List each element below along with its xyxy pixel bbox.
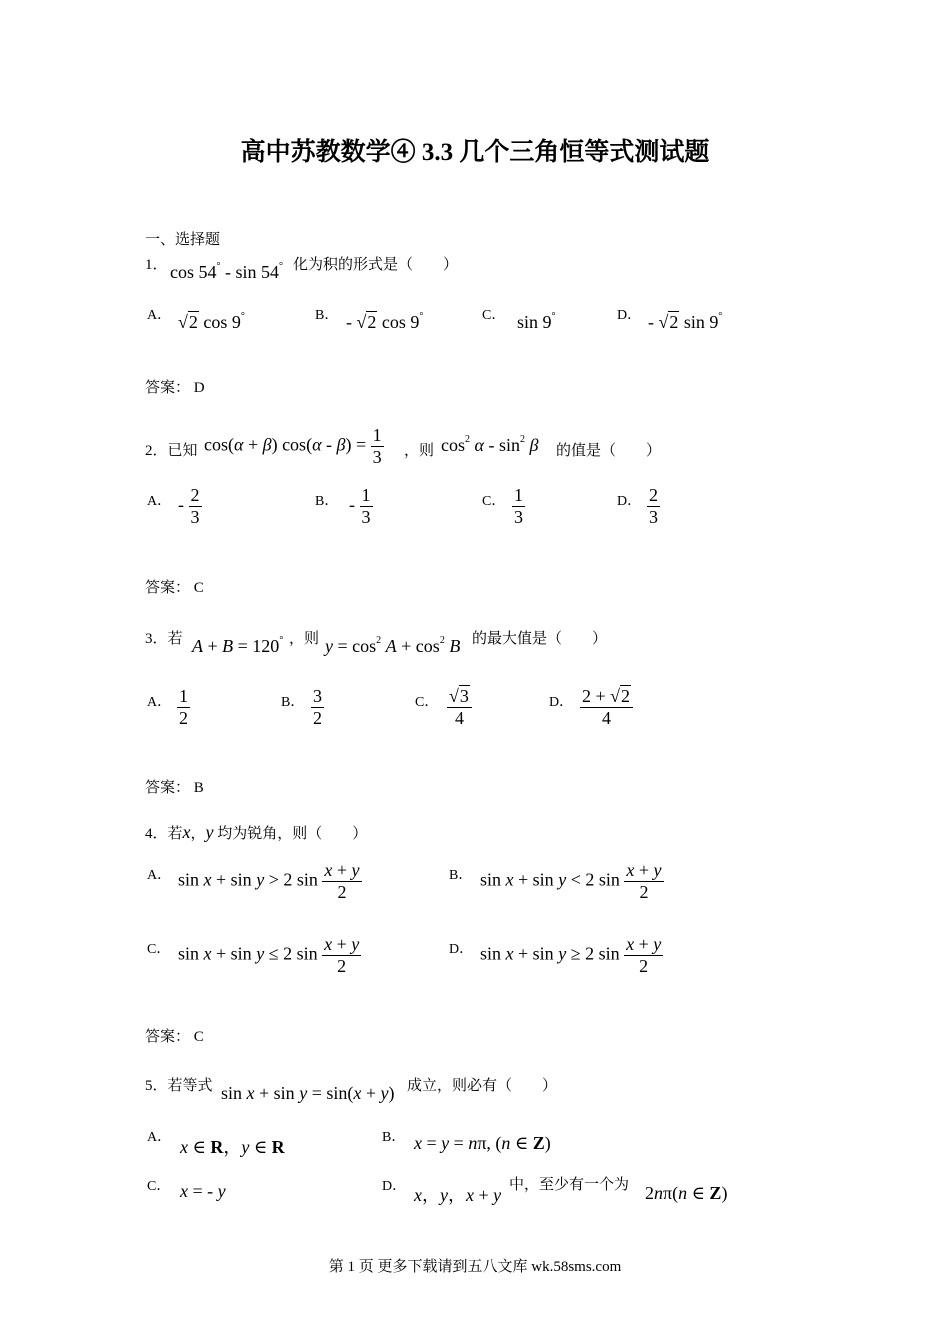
- q4-option-b-label: B．: [449, 868, 473, 883]
- q1-option-c-label: C．: [482, 308, 506, 323]
- q3-option-c-label: C．: [415, 695, 439, 710]
- q1-option-a-label: A．: [147, 308, 172, 323]
- q3-option-a-label: A．: [147, 695, 172, 710]
- q3-expression: A + B = 120°: [192, 635, 284, 656]
- q4-stem: 4．若x，y 均为锐角，则（ ）: [145, 822, 368, 842]
- q3-option-a: $\frac{1}{2}$: [179, 686, 188, 728]
- q2-number: 2．已知: [145, 443, 198, 459]
- q2-answer: 答案： C: [145, 580, 204, 596]
- q5-option-b: x = y = nπ, (n ∈ Z): [414, 1133, 551, 1153]
- q2-option-a: - $\frac{2}{3}$: [178, 485, 200, 527]
- q4-option-c: sin x + sin y ≤ 2 sin $\frac{x + y}{2}$: [178, 934, 360, 976]
- section-heading: 一、选择题: [145, 232, 221, 248]
- q4-option-a: sin x + sin y > 2 sin $\frac{x + y}{2}$: [178, 860, 360, 902]
- q2-option-c-label: C．: [482, 494, 506, 509]
- q2-text: 的值是（ ）: [556, 443, 662, 459]
- q5-option-d-expr: 2nπ(n ∈ Z): [645, 1183, 728, 1203]
- q1-expression: cos 54° - sin 54°: [170, 261, 283, 282]
- q1-option-b: - √2 cos 9°: [346, 311, 424, 332]
- q2-mid-text: ，则: [404, 443, 435, 459]
- q1-option-d: - √2 sin 9°: [648, 311, 723, 332]
- page-title: 高中苏教数学④ 3.3 几个三角恒等式测试题: [240, 139, 710, 166]
- q3-option-c: $\frac{√3}{4}$: [447, 686, 472, 728]
- q3-expression-2: $y = \cos^2 A + \cos^2 B$: [325, 635, 461, 656]
- q5-option-c-label: C．: [147, 1179, 171, 1194]
- q3-text: 的最大值是（ ）: [472, 631, 608, 647]
- q4-option-d-label: D．: [449, 942, 474, 957]
- q1-option-d-label: D．: [617, 308, 642, 323]
- q4-answer: 答案： C: [145, 1029, 204, 1045]
- q2-expression-2: $\cos^2 \alpha - \sin^2 \beta$: [441, 434, 539, 455]
- q3-option-b-label: B．: [281, 695, 305, 710]
- q5-option-d-label: D．: [382, 1179, 407, 1194]
- q3-option-b: $\frac{3}{2}$: [313, 686, 322, 728]
- q5-option-d-text: 中，至少有一个为: [509, 1177, 630, 1193]
- q2-option-d-label: D．: [617, 494, 642, 509]
- q1-option-c: sin 9°: [517, 311, 556, 332]
- q4-option-d: sin x + sin y ≥ 2 sin $\frac{x + y}{2}$: [480, 934, 662, 976]
- q1-option-b-label: B．: [315, 308, 339, 323]
- q3-mid-text: ，则: [289, 631, 320, 647]
- q2-option-a-label: A．: [147, 494, 172, 509]
- q1-option-a: √2 cos 9°: [178, 311, 245, 332]
- q3-option-d-label: D．: [549, 695, 574, 710]
- q5-number: 5．若等式: [145, 1078, 213, 1094]
- q2-option-d: $\frac{2}{3}$: [649, 485, 658, 527]
- q2-option-c: $\frac{1}{3}$: [514, 485, 523, 527]
- q5-text: 成立，则必有（ ）: [407, 1078, 558, 1094]
- q2-option-b-label: B．: [315, 494, 339, 509]
- q3-option-d: $\frac{2 + √2}{4}$: [580, 686, 633, 728]
- q4-option-a-label: A．: [147, 868, 172, 883]
- q1-number: 1．: [145, 257, 168, 273]
- q4-option-b: sin x + sin y < 2 sin $\frac{x + y}{2}$: [480, 860, 662, 902]
- q5-option-a: x ∈ R，y ∈ R: [180, 1137, 285, 1157]
- q5-option-c: x = - y: [180, 1181, 226, 1201]
- q1-answer: 答案： D: [145, 380, 205, 396]
- q2-expression: cos(α + β) cos(α - β) = $\frac{1}{3}$: [204, 425, 382, 467]
- q2-option-b: - $\frac{1}{3}$: [349, 485, 371, 527]
- q5-option-a-label: A．: [147, 1130, 172, 1145]
- q5-expression: sin x + sin y = sin(x + y): [221, 1083, 395, 1103]
- q1-text: 化为积的形式是（ ）: [293, 257, 459, 273]
- q3-answer: 答案： B: [145, 780, 204, 796]
- q5-option-d-vars: x，y，x + y: [414, 1185, 502, 1205]
- q4-option-c-label: C．: [147, 942, 171, 957]
- page-footer: 第 1 页 更多下载请到五八文库 wk.58sms.com: [328, 1259, 622, 1275]
- q5-option-b-label: B．: [382, 1130, 406, 1145]
- q3-number: 3．若: [145, 631, 183, 647]
